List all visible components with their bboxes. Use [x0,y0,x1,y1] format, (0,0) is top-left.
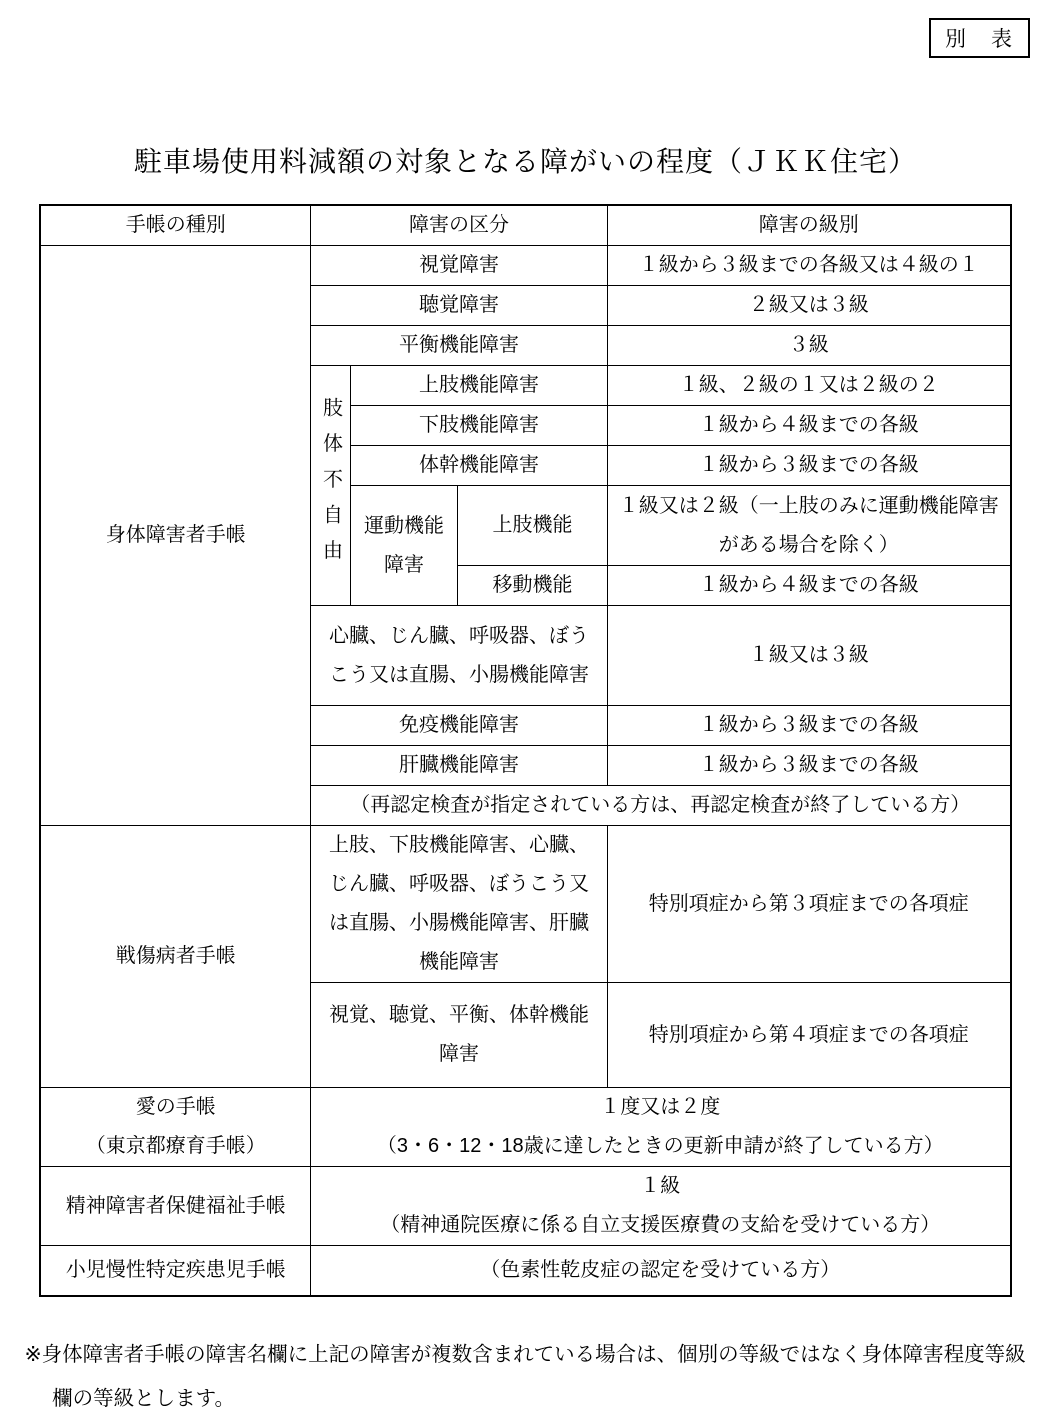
cell-sensho-row1-level: 特別項症から第３項症までの各項症 [608,826,1011,983]
cell-chokaku-level: ２級又は３級 [608,286,1011,326]
cell-shikaku-cat: 視覚障害 [310,246,607,286]
cell-seishin-level [310,1167,1010,1246]
ai-name-line1: 愛の手帳 [135,1096,216,1118]
cell-shitai-fujiyu [310,366,350,606]
cell-ai-name [40,1088,310,1167]
cell-kashi-cat: 下肢機能障害 [350,406,607,446]
cell-undo-ido-level: １級から４級までの各級 [608,566,1011,606]
ai-level-line1: １度又は２度 [600,1096,721,1118]
cell-sensho-row1-cat: 上肢、下肢機能障害、心臓、じん臓、呼吸器、ぼうこう又は直腸、小腸機能障害、肝臓機能障害 [310,826,607,983]
table-row [40,1167,1010,1246]
cell-seishin-name: 精神障害者保健福祉手帳 [40,1167,310,1246]
cell-undo-joshi-cat: 上肢機能 [457,486,607,566]
table-row [40,1088,1010,1167]
disability-table [39,204,1011,1297]
cell-shikaku-level: １級から３級までの各級又は４級の１ [608,246,1011,286]
seishin-level-line1: １級 [640,1175,681,1197]
cell-joshi-cat: 上肢機能障害 [350,366,607,406]
cell-sensho-row2-cat: 視覚、聴覚、平衡、体幹機能障害 [310,983,607,1088]
cell-naibu-level: １級又は３級 [608,606,1011,706]
header-kubun: 障害の区分 [310,205,607,246]
cell-shoni-level: （色素性乾皮症の認定を受けている方） [310,1246,1010,1296]
cell-taikan-level: １級から３級までの各級 [608,446,1011,486]
cell-kashi-level: １級から４級までの各級 [608,406,1011,446]
cell-undo-ido-cat: 移動機能 [457,566,607,606]
ai-level-line2: （3・6・12・18歳に達したときの更新申請が終了している方） [376,1135,944,1157]
cell-meneki-cat: 免疫機能障害 [310,706,607,746]
table-row [40,1246,1010,1296]
cell-undo-joshi-level: １級又は２級（一上肢のみに運動機能障害がある場合を除く） [608,486,1011,566]
cell-kanzo-cat: 肝臓機能障害 [310,746,607,786]
table-row [40,246,1010,286]
cell-sensho-row2-level: 特別項症から第４項症までの各項症 [608,983,1011,1088]
header-techo: 手帳の種別 [40,205,310,246]
cell-shintai-name: 身体障害者手帳 [40,246,310,826]
footnote: ※身体障害者手帳の障害名欄に上記の障害が複数含まれている場合は、個別の等級ではなく身体障害程度等級欄の等級とします。 [24,1342,1026,1410]
cell-taikan-cat: 体幹機能障害 [350,446,607,486]
ai-name-line2: （東京都療育手帳） [85,1135,266,1157]
cell-shoni-name: 小児慢性特定疾患児手帳 [40,1246,310,1296]
cell-joshi-level: １級、２級の１又は２級の２ [608,366,1011,406]
table-header-row [40,205,1010,246]
cell-heiko-cat: 平衡機能障害 [310,326,607,366]
cell-heiko-level: ３級 [608,326,1011,366]
shitai-fujiyu-vertical-label: 肢体不自由 [319,396,342,575]
cell-undo-label: 運動機能障害 [350,486,457,606]
cell-kanzo-level: １級から３級までの各級 [608,746,1011,786]
appendix-badge: 別 表 [929,18,1030,58]
cell-shintai-note: （再認定検査が指定されている方は、再認定検査が終了している方） [310,786,1010,826]
header-kyubetsu: 障害の級別 [608,205,1011,246]
cell-meneki-level: １級から３級までの各級 [608,706,1011,746]
cell-ai-level [310,1088,1010,1167]
seishin-level-line2: （精神通院医療に係る自立支援医療費の支給を受けている方） [380,1214,941,1236]
table-row [40,826,1010,983]
page-title: 駐車場使用料減額の対象となる障がいの程度（ＪＫＫ住宅） [133,146,917,177]
cell-sensho-name: 戦傷病者手帳 [40,826,310,1088]
cell-chokaku-cat: 聴覚障害 [310,286,607,326]
cell-naibu-cat: 心臓、じん臓、呼吸器、ぼうこう又は直腸、小腸機能障害 [310,606,607,706]
